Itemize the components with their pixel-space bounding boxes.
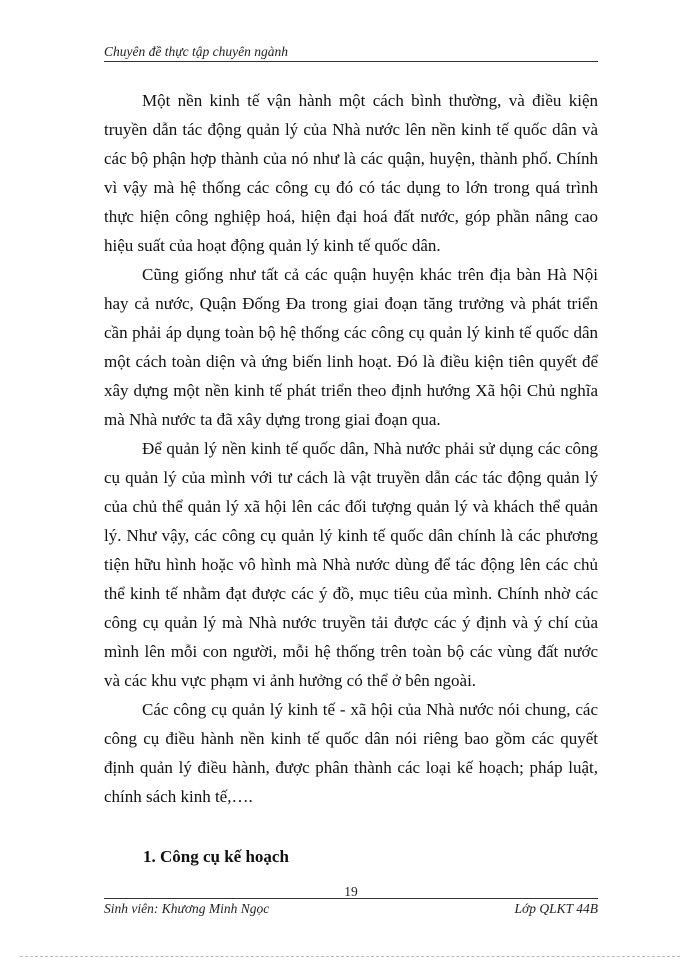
page-bottom-border	[20, 956, 680, 957]
paragraph-2: Cũng giống như tất cả các quận huyện khác trên địa bàn Hà Nội hay cả nước, Quận Đống Đa trong giai đoạn tăng trưởng và phát triển cần phải áp dụng toàn bộ hệ thống các công cụ quản lý kinh tế quốc dân một cách toàn diện và ứng biến linh hoạt. Đó là điều kiện tiên quyết để xây dựng một nền kinh tế phát triển theo định hướng Xã hội Chủ nghĩa mà Nhà nước ta đã xây dựng trong giai đoạn qua.	[104, 265, 598, 429]
footer-class-name: Lớp QLKT 44B	[514, 901, 598, 916]
header-title: Chuyên đề thực tập chuyên ngành	[104, 44, 288, 59]
footer-rule	[104, 898, 598, 899]
section-heading: 1. Công cụ kế hoạch	[143, 847, 289, 866]
paragraph-4: Các công cụ quản lý kinh tế - xã hội của Nhà nước nói chung, các công cụ điều hành nền kinh tế quốc dân nói riêng bao gồm các quyết định quản lý điều hành, được phân thành các loại kế hoạch; pháp luật, chính sách kinh tế,….	[104, 700, 598, 806]
header-rule	[104, 61, 598, 62]
paragraph-1: Một nền kinh tế vận hành một cách bình thường, và điều kiện truyền dẫn tác động quản lý của Nhà nước lên nền kinh tế quốc dân và các bộ phận hợp thành của nó như là các quận, huyện, thành phố. Chính vì vậy mà hệ thống các công cụ đó có tác dụng to lớn trong quá trình thực hiện công nghiệp hoá, hiện đại hoá đất nước, góp phần nâng cao hiệu suất của hoạt động quản lý kinh tế quốc dân.	[104, 91, 598, 255]
body-content	[104, 86, 598, 811]
footer-student-name: Sinh viên: Khương Minh Ngọc	[104, 901, 270, 916]
page-number: 19	[344, 884, 358, 899]
paragraph-3: Để quản lý nền kinh tế quốc dân, Nhà nước phải sử dụng các công cụ quản lý của mình với tư cách là vật truyền dẫn các tác động quản lý của chủ thể quản lý xã hội lên các đối tượng quản lý và khách thể quản lý. Như vậy, các công cụ quản lý kinh tế quốc dân chính là các phương tiện hữu hình hoặc vô hình mà Nhà nước dùng để tác động lên các chủ thể kinh tế nhằm đạt được các ý đồ, mục tiêu của mình. Chính nhờ các công cụ quản lý mà Nhà nước truyền tải được các ý định và ý chí của mình lên mỗi con người, mỗi hệ thống trên toàn bộ các vùng đất nước và các khu vực phạm vi ảnh hưởng có thể ở bên ngoài.	[104, 439, 598, 690]
